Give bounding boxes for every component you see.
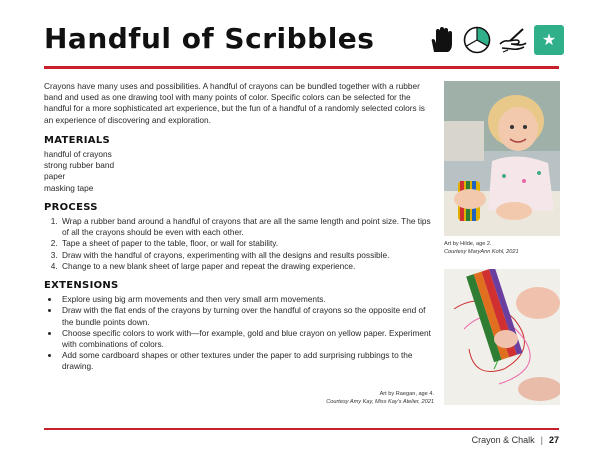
credit-artist: Art by Raegan, age 4. [379, 391, 434, 397]
credit-courtesy: Courtesy MaryAnn Kohl, 2021 [444, 248, 519, 255]
photo-credit-1 [444, 241, 560, 256]
footer-separator: | [540, 435, 543, 445]
extensions-list [60, 294, 434, 372]
activity-icons [426, 25, 564, 55]
list-item: • Choose specific colors to work with—for example, gold and blue crayon on yellow paper. Experiment with combinations of colors. [60, 328, 434, 350]
credit-artist: Art by Hilde, age 2. [444, 241, 492, 247]
hand-writing-icon [498, 25, 528, 55]
page-title: Handful of Scribbles [44, 22, 375, 55]
process-heading: PROCESS [44, 201, 98, 213]
materials-list [44, 149, 434, 194]
footer-rule [44, 428, 559, 430]
list-item: 4. Change to a new blank sheet of large paper and repeat the drawing experience. [60, 261, 434, 272]
photo-child-with-crayons [444, 81, 560, 236]
pie-third-icon [462, 25, 492, 55]
hand-icon [426, 25, 456, 55]
list-item: paper [44, 171, 66, 182]
footer-section: Crayon & Chalk [471, 435, 535, 445]
extensions-heading: EXTENSIONS [44, 280, 119, 292]
list-item: 2. Tape a sheet of paper to the table, floor, or wall for stability. [60, 238, 434, 249]
intro-paragraph: Crayons have many uses and possibilities. A handful of crayons can be bundled together with a rubber band and used as one drawing tool with many points of color. Specific colors can be selected for the handful for a more sophisticated art experience, but the fun of a handful of a randomly selected colors is an experience of discovering and exploration. [44, 81, 425, 125]
photo-credit-2 [300, 391, 434, 406]
header-rule [44, 66, 559, 69]
credit-courtesy: Courtesy Amy Kay, Miss Kay's Atelier, 2021 [326, 398, 434, 405]
materials-heading: MATERIALS [44, 134, 111, 146]
photo-crayon-drawing [444, 269, 560, 405]
list-item: • Draw with the flat ends of the crayons by turning over the handful of crayons so the opposite end of the bundle points down. [60, 305, 434, 327]
list-item: strong rubber band [44, 160, 115, 171]
list-item: masking tape [44, 182, 94, 193]
page-number: 27 [548, 435, 559, 445]
main-content [44, 81, 434, 373]
star-icon: ★ [534, 25, 564, 55]
page-footer [472, 435, 559, 445]
process-steps [60, 216, 434, 272]
list-item: • Explore using big arm movements and then very small arm movements. [60, 294, 434, 305]
list-item: handful of crayons [44, 149, 112, 160]
list-item: • Add some cardboard shapes or other textures under the paper to add surprising rubbings to the drawing. [60, 350, 434, 372]
list-item: 3. Draw with the handful of crayons, experimenting with all the designs and results possible. [60, 250, 434, 261]
list-item: 1. Wrap a rubber band around a handful of crayons that are all the same length and point size. The tips of all the crayons should be even with each other. [60, 216, 434, 238]
